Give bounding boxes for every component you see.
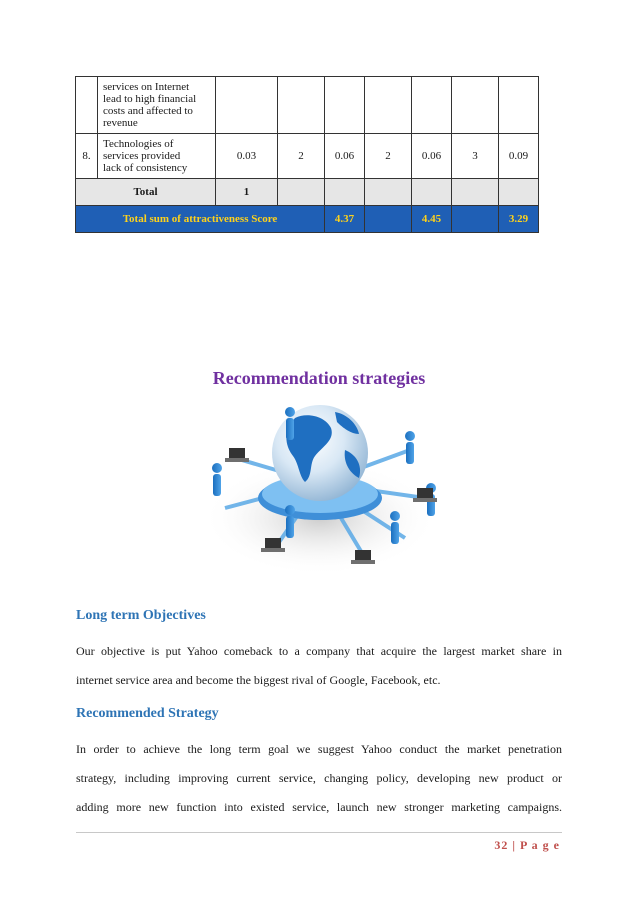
- sum-value: 3.29: [499, 206, 539, 233]
- sum-label: Total sum of attractiveness Score: [76, 206, 325, 233]
- total-value: 1: [216, 179, 278, 206]
- section-title: Recommendation strategies: [212, 368, 426, 388]
- score-cell: 2: [278, 134, 325, 179]
- total-label: Total: [76, 179, 216, 206]
- factor-description: services on Internet lead to high financial costs and affected to revenue: [98, 77, 216, 134]
- footer-divider: [76, 832, 562, 833]
- network-graphic: [195, 398, 445, 580]
- score-cell: 3: [452, 134, 499, 179]
- long-term-heading: Long term Objectives: [76, 608, 206, 623]
- score-cell: 0.09: [499, 134, 539, 179]
- recommended-heading: Recommended Strategy: [76, 706, 219, 721]
- score-cell: 2: [365, 134, 412, 179]
- table-row: [76, 77, 539, 134]
- sum-value: 4.37: [325, 206, 365, 233]
- page-number: 32 | P a g e: [494, 838, 560, 852]
- table-row: [76, 134, 539, 179]
- attractiveness-table: [75, 76, 539, 233]
- weight-cell: 0.03: [216, 134, 278, 179]
- row-number: 8.: [76, 134, 98, 179]
- score-cell: 0.06: [325, 134, 365, 179]
- recommended-paragraph: In order to achieve the long term goal we suggest Yahoo conduct the market penetration strategy, including improving current service, changing policy, developing new product or adding more new function into existed service, launch new stronger marketing campaigns.: [76, 742, 562, 814]
- score-cell: 0.06: [412, 134, 452, 179]
- factor-description: Technologies of services provided lack of consistency: [98, 134, 216, 179]
- sum-value: 4.45: [412, 206, 452, 233]
- total-row: [76, 179, 539, 206]
- long-term-paragraph: Our objective is put Yahoo comeback to a company that acquire the largest market share in internet service area and become the biggest rival of Google, Facebook, etc.: [76, 644, 562, 687]
- sum-row: [76, 206, 539, 233]
- globe-icon: [272, 405, 368, 501]
